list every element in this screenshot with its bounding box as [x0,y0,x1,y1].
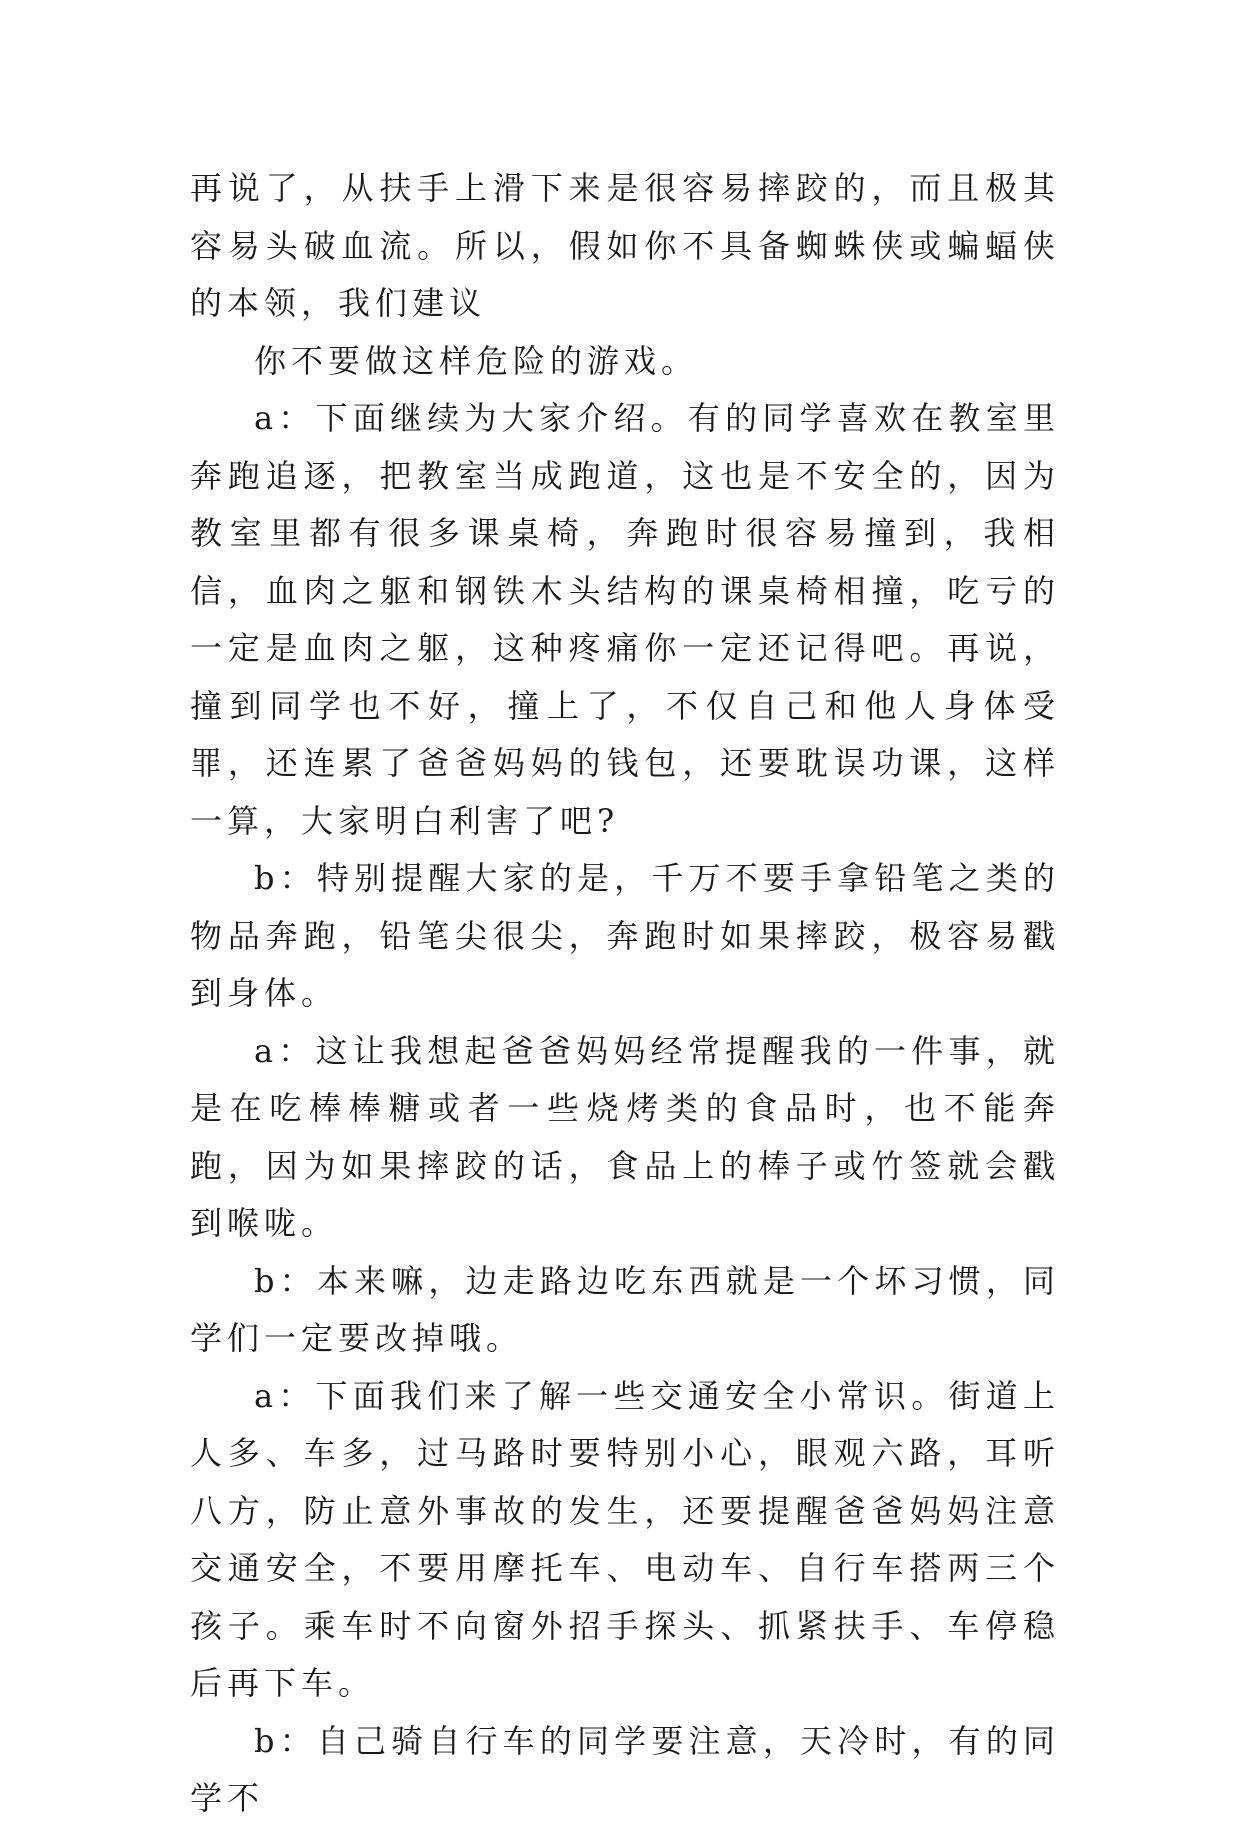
paragraph-8: b：自己骑自行车的同学要注意，天冷时，有的同学不 [190,1721,1060,1817]
paragraph-7: a：下面我们来了解一些交通安全小常识。街道上人多、车多，过马路时要特别小心，眼观六路，耳听八方，防止意外事故的发生，还要提醒爸爸妈妈注意交通安全，不要用摩托车、电动车、自行车搭两三个孩子。乘车时不向窗外招手探头、抓紧扶手、车停稳后再下车。 [190,1376,1060,1702]
paragraph-3: a：下面继续为大家介绍。有的同学喜欢在教室里奔跑追逐，把教室当成跑道，这也是不安全的，因为教室里都有很多课桌椅，奔跑时很容易撞到，我相信，血肉之躯和钢铁木头结构的课桌椅相撞，吃亏的一定是血肉之躯，这种疼痛你一定还记得吧。再说，撞到同学也不好，撞上了，不仅自己和他人身体受罪，还连累了爸爸妈妈的钱包，还要耽误功课，这样一算，大家明白利害了吧? [190,399,1060,840]
paragraph-6: b：本来嘛，边走路边吃东西就是一个坏习惯，同学们一定要改掉哦。 [190,1261,1060,1357]
paragraph-1: 再说了，从扶手上滑下来是很容易摔跤的，而且极其容易头破血流。所以，假如你不具备蜘蛛侠或蝙蝠侠的本领，我们建议 [190,169,1060,322]
document-body [190,160,1060,1828]
paragraph-5: a：这让我想起爸爸妈妈经常提醒我的一件事，就是在吃棒棒糖或者一些烧烤类的食品时，也不能奔跑，因为如果摔跤的话，食品上的棒子或竹签就会戳到喉咙。 [190,1031,1060,1242]
paragraph-2: 你不要做这样危险的游戏。 [254,341,699,380]
paragraph-4: b：特别提醒大家的是，千万不要手拿铅笔之类的物品奔跑，铅笔尖很尖，奔跑时如果摔跤，极容易戳到身体。 [190,859,1060,1012]
